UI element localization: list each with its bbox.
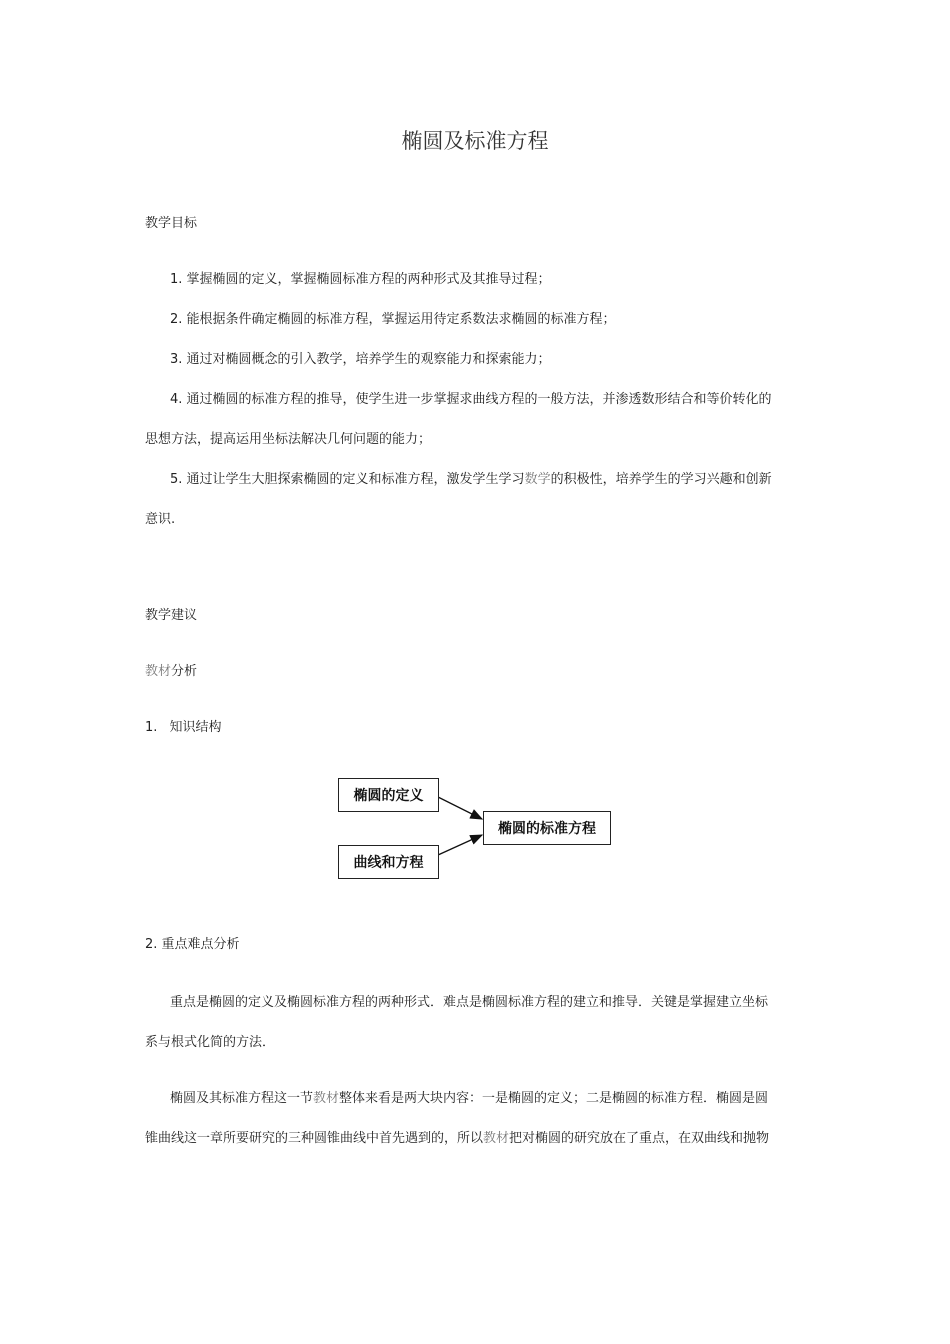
item-label: 重点难点分析 [161,937,240,952]
knowledge-structure-diagram [338,775,613,883]
text-run: 锥曲线这一章所要研究的三种圆锥曲线中首先遇到的，所以 [145,1131,484,1146]
goal-text: 通过椭圆的标准方程的推导，使学生进一步掌握求曲线方程的一般方法，并渗透数形结合和等价转化的 [186,392,772,407]
section-heading-goals: 教学目标 [145,216,198,231]
box-ellipse-definition: 椭圆的定义 [338,778,439,812]
textbook-link[interactable]: 教材 [145,664,172,679]
goal-number: 4. [170,392,183,407]
box-curve-and-equation: 曲线和方程 [338,845,439,879]
text-run: 椭圆及其标准方程这一节 [170,1091,314,1106]
goal-item-5-continued: 意识. [145,512,176,527]
goal-number: 2. [170,312,183,327]
arrow-definition-to-equation [438,797,482,819]
paragraph-1-line-1: 重点是椭圆的定义及椭圆标准方程的两种形式．难点是椭圆标准方程的建立和推导．关键是掌握建立坐标 [170,995,769,1010]
goal-text: 通过对椭圆概念的引入教学，培养学生的观察能力和探索能力； [186,352,551,367]
goal-item-5 [170,468,772,487]
goal-item-4 [170,388,772,407]
goal-text: 通过让学生大胆探索椭圆的定义和标准方程，激发学生学习 [186,472,525,487]
goal-item-1 [170,268,551,287]
goal-text: 能根据条件确定椭圆的标准方程，掌握运用待定系数法求椭圆的标准方程； [186,312,616,327]
analysis-label: 分析 [171,664,198,679]
goal-number: 1. [170,272,183,287]
goal-number: 5. [170,472,183,487]
goal-item-3 [170,348,551,367]
goal-text: 的积极性，培养学生的学习兴趣和创新 [550,472,772,487]
arrow-curve-to-equation [438,835,482,855]
math-link[interactable]: 数学 [524,472,551,487]
goal-number: 3. [170,352,183,367]
textbook-analysis-heading [145,660,197,679]
paragraph-1-line-2: 系与根式化简的方法． [145,1035,276,1050]
paragraph-2-line-2 [145,1127,769,1146]
section-heading-suggestions: 教学建议 [145,608,198,623]
text-run: 把对椭圆的研究放在了重点，在双曲线和抛物 [509,1131,770,1146]
item-number: 2. [145,937,158,952]
paragraph-2-line-1 [170,1087,768,1106]
box-ellipse-standard-equation: 椭圆的标准方程 [483,811,611,845]
goal-item-4-continued: 思想方法，提高运用坐标法解决几何问题的能力； [145,432,432,447]
key-difficulty-heading [145,933,240,952]
text-run: 整体来看是两大块内容：一是椭圆的定义；二是椭圆的标准方程．椭圆是圆 [339,1091,769,1106]
goal-item-2 [170,308,616,327]
textbook-link[interactable]: 教材 [313,1091,340,1106]
item-label: 知识结构 [169,720,222,735]
textbook-link[interactable]: 教材 [483,1131,510,1146]
knowledge-structure-heading [145,716,222,735]
page-title: 椭圆及标准方程 [401,129,549,153]
item-number: 1. [145,720,158,735]
goal-text: 掌握椭圆的定义，掌握椭圆标准方程的两种形式及其推导过程； [186,272,551,287]
